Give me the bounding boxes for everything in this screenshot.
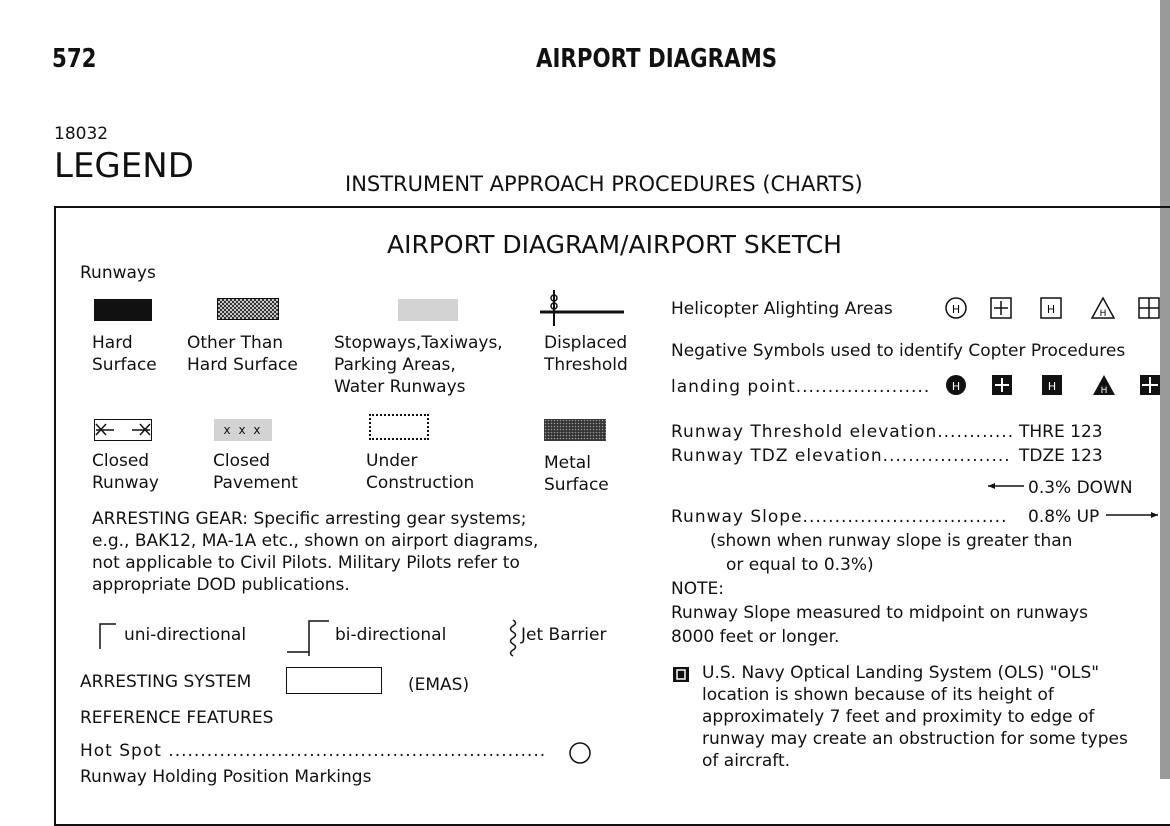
displaced-threshold-label: Displaced Threshold: [544, 333, 628, 375]
jet-barrier-symbol: [507, 618, 519, 658]
other-than-hard-label: Other Than Hard Surface: [187, 333, 298, 375]
svg-text:H: H: [1100, 386, 1108, 396]
negative-symbols-label: Negative Symbols used to identify Copter Procedures: [671, 341, 1126, 361]
threshold-elevation-label: Runway Threshold elevation............: [671, 422, 1015, 442]
closed-pavement-swatch: x x x: [214, 419, 272, 441]
section-title: AIRPORT DIAGRAMS: [536, 44, 778, 74]
helicopter-alighting-label: Helicopter Alighting Areas: [671, 299, 893, 319]
bi-directional-label: bi-directional: [335, 625, 447, 645]
metal-surface-swatch: [544, 419, 606, 441]
hot-spot-circle: [569, 741, 595, 767]
other-than-hard-swatch: [217, 298, 279, 320]
slope-up-value: 0.8% UP: [1028, 507, 1100, 527]
uni-directional-symbol: [98, 621, 118, 651]
closed-pavement-label: Closed Pavement: [213, 451, 298, 493]
hot-spot-label: Hot Spot ...........................................................: [80, 741, 547, 761]
hard-surface-label: Hard Surface: [92, 333, 157, 375]
note-heading: NOTE:: [671, 579, 724, 599]
under-construction-swatch: [369, 414, 429, 440]
svg-text:H: H: [1046, 303, 1056, 316]
svg-text:H: H: [1047, 380, 1057, 393]
metal-surface-label: Metal Surface: [544, 453, 609, 495]
page-number: 572: [52, 44, 97, 74]
legend-code: 18032: [54, 124, 109, 144]
ols-symbol: [672, 666, 692, 684]
arresting-system-label: ARRESTING SYSTEM: [80, 672, 252, 692]
slope-down-arrow: [986, 478, 1026, 494]
svg-text:H: H: [1099, 309, 1107, 319]
legend-subtitle: INSTRUMENT APPROACH PROCEDURES (CHARTS): [345, 172, 863, 196]
threshold-elevation-value: THRE 123: [1019, 422, 1103, 442]
stopways-swatch: [398, 299, 458, 321]
displaced-threshold-symbol: [540, 288, 624, 328]
arresting-gear-text: ARRESTING GEAR: Specific arresting gear systems; e.g., BAK12, MA-1A etc., shown on airport diagrams, not applicable to Civil Pilots. Military Pilots refer to appropriate DOD publications.: [92, 509, 539, 595]
stopways-label: Stopways,Taxiways, Parking Areas, Water Runways: [334, 333, 503, 397]
helicopter-symbols-open: [944, 294, 1164, 324]
jet-barrier-label: Jet Barrier: [521, 625, 607, 645]
under-construction-label: Under Construction: [366, 451, 475, 493]
landing-point-label: landing point.....................: [671, 377, 931, 397]
reference-features-heading: REFERENCE FEATURES: [80, 708, 274, 728]
legend-title: LEGEND: [54, 146, 194, 186]
hard-surface-swatch: [94, 299, 152, 321]
ols-text: U.S. Navy Optical Landing System (OLS) "OLS" location is shown because of its height of approximately 7 feet and proximity to edge of runway may create an obstruction for some types of aircraft.: [702, 663, 1128, 771]
closed-runway-label: Closed Runway: [92, 451, 159, 493]
runways-heading: Runways: [80, 263, 156, 283]
runway-slope-label: Runway Slope................................: [671, 507, 1008, 527]
slope-down-value: 0.3% DOWN: [1028, 478, 1133, 498]
helicopter-symbols-negative: [946, 372, 1166, 400]
svg-text:H: H: [951, 303, 961, 316]
emas-box: [286, 667, 382, 694]
holding-position-label: Runway Holding Position Markings: [80, 767, 372, 787]
slope-note-line2: or equal to 0.3%): [726, 555, 874, 575]
bi-directional-symbol: [285, 618, 331, 658]
slope-note-line1: (shown when runway slope is greater than: [710, 531, 1073, 551]
tdz-elevation-value: TDZE 123: [1019, 446, 1103, 466]
emas-label: (EMAS): [408, 675, 470, 695]
svg-text:H: H: [951, 380, 961, 393]
note-line2: 8000 feet or longer.: [671, 627, 840, 647]
slope-up-arrow: [1104, 507, 1160, 523]
box-title: AIRPORT DIAGRAM/AIRPORT SKETCH: [387, 230, 842, 259]
note-line1: Runway Slope measured to midpoint on runways: [671, 603, 1088, 623]
uni-directional-label: uni-directional: [124, 625, 247, 645]
tdz-elevation-label: Runway TDZ elevation....................: [671, 446, 1011, 466]
closed-runway-swatch: [94, 419, 152, 441]
